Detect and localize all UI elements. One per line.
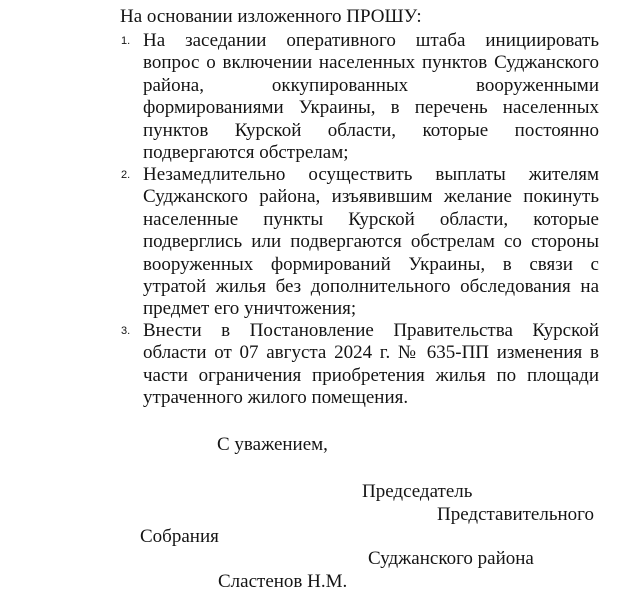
signature-title-line-3: Собрания xyxy=(140,526,219,547)
request-intro: На основании изложенного ПРОШУ: xyxy=(120,6,422,27)
closing-greeting: С уважением, xyxy=(217,434,328,455)
request-number: 3. xyxy=(121,325,131,337)
request-list xyxy=(121,30,599,410)
request-item xyxy=(121,320,599,410)
request-text: Внести в Постановление Правительства Курской области от 07 августа 2024 г. № 635-ПП изменения в части ограничения приобретения жилья по площади утраченного жилого помещения. xyxy=(143,320,599,409)
signature-title-line-1: Председатель xyxy=(362,481,473,502)
request-item xyxy=(121,164,599,320)
signature-title-line-4: Суджанского района xyxy=(368,548,534,569)
request-text: Незамедлительно осуществить выплаты жителям Суджанского района, изъявившим желание покинуть населенные пункты Курской области, которые подверглись или подвергаются обстрелам со стороны вооруженных формирований Украины, в связи с утратой жилья без дополнительного обследования на предмет его уничтожения; xyxy=(143,164,599,320)
request-number: 2. xyxy=(121,169,131,181)
signatory-name: Сластенов Н.М. xyxy=(218,571,348,592)
request-number: 1. xyxy=(121,35,131,47)
request-item xyxy=(121,30,599,164)
signature-title-line-2: Представительного xyxy=(437,504,594,525)
request-text: На заседании оперативного штаба инициировать вопрос о включении населенных пунктов Суджанского района, оккупированных вооруженными формированиями Украины, в перечень населенных пунктов Курской области, которые постоянно подвергаются обстрелам; xyxy=(143,30,599,164)
